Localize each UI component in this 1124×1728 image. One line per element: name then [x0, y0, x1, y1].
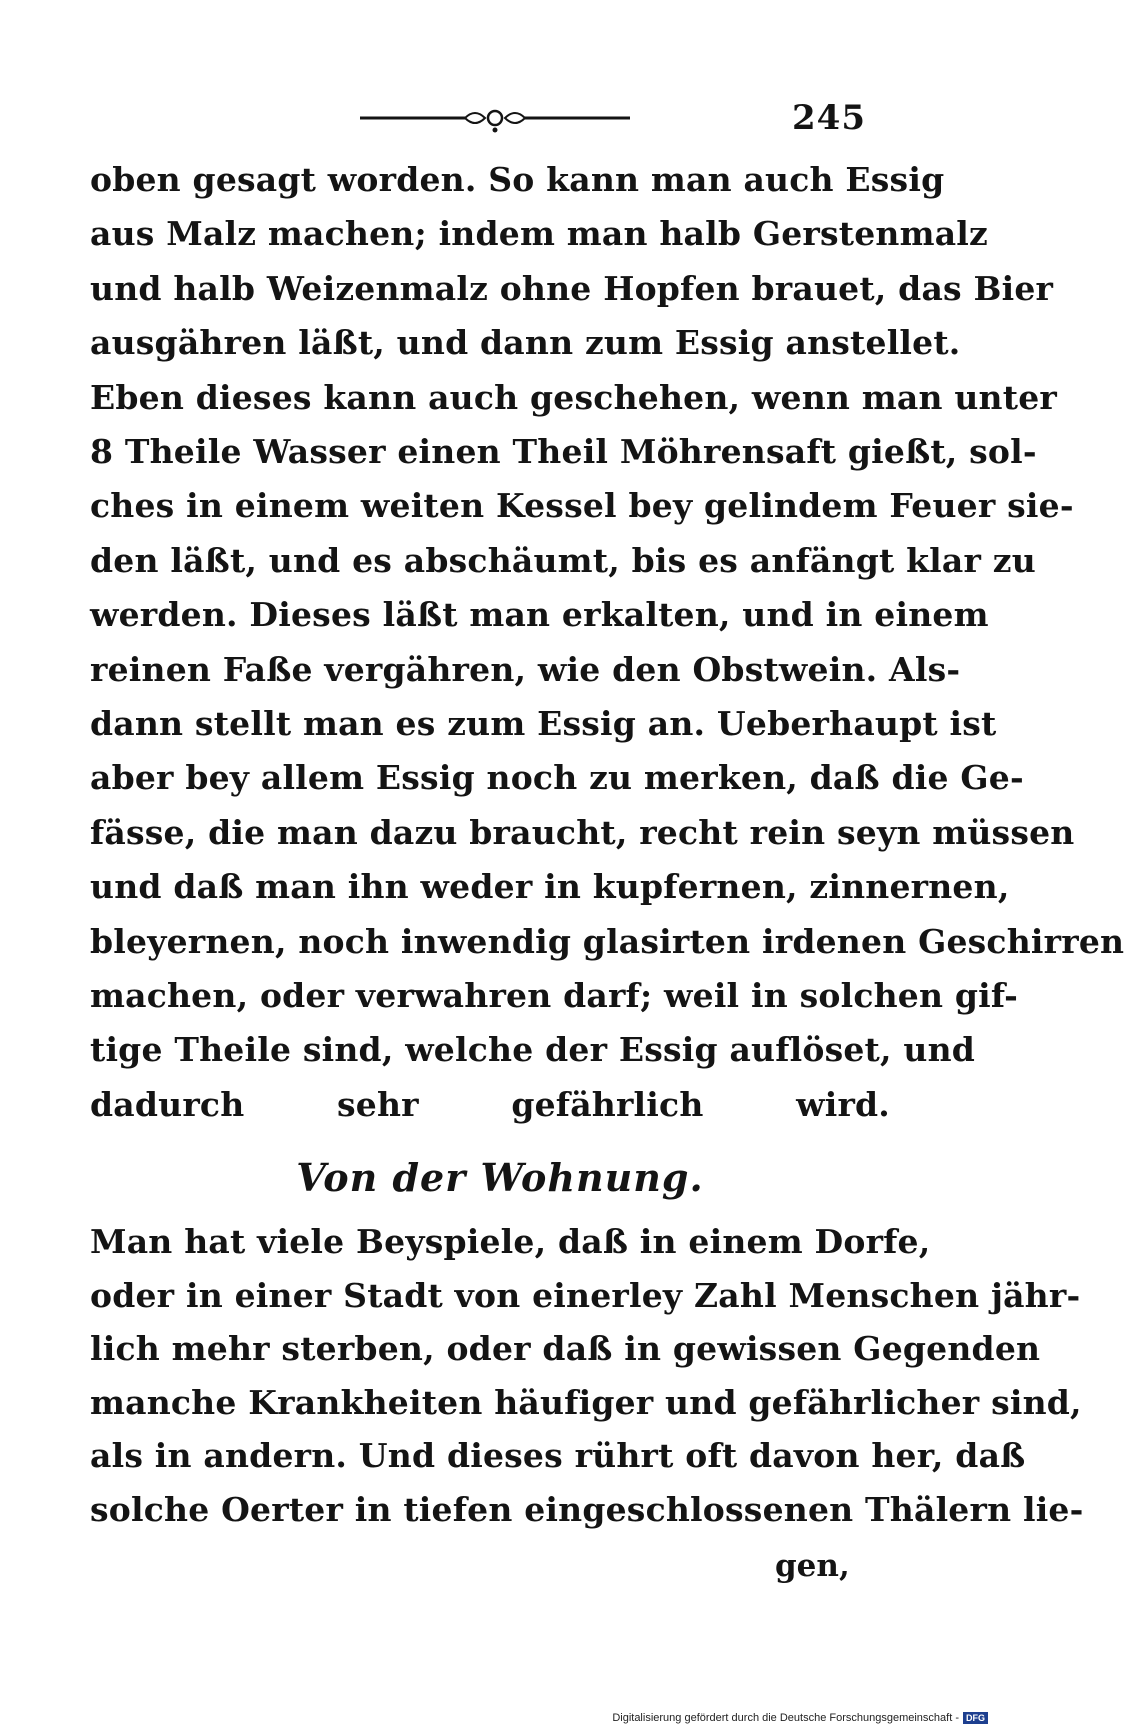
section-text-line: als in andern. Und dieses rührt oft davon her, daß	[90, 1436, 1026, 1475]
body-text-line: ausgähren läßt, und dann zum Essig anstellet.	[90, 323, 961, 363]
body-text-line: dadurch sehr gefährlich wird.	[90, 1084, 890, 1124]
digitization-footer	[612, 1712, 988, 1724]
body-text-line: den läßt, und es abschäumt, bis es anfängt klar zu	[90, 540, 1036, 580]
page-number: 245	[792, 98, 866, 138]
body-text-line: machen, oder verwahren darf; weil in solchen gif-	[90, 976, 1019, 1015]
body-text-line: bleyernen, noch inwendig glasirten irdenen Geschirren	[90, 921, 1124, 961]
footer-text: Digitalisierung gefördert durch die Deutsche Forschungsgemeinschaft -	[612, 1712, 959, 1724]
body-text-line: und daß man ihn weder in kupfernen, zinnernen,	[90, 867, 1010, 907]
catchword: gen,	[775, 1548, 850, 1584]
section-text-line: lich mehr sterben, oder daß in gewissen Gegenden	[90, 1329, 1041, 1368]
body-text-line: reinen Faße vergähren, wie den Obstwein. Als-	[90, 649, 961, 689]
section-text-line: solche Oerter in tiefen eingeschlossenen Thälern lie-	[90, 1489, 1084, 1529]
body-text-line: aber bey allem Essig noch zu merken, daß die Ge-	[90, 758, 1024, 798]
body-text-line: Eben dieses kann auch geschehen, wenn man unter	[90, 377, 1057, 417]
body-text-line: dann stellt man es zum Essig an. Ueberhaupt ist	[90, 704, 997, 743]
body-text-line: aus Malz machen; indem man halb Gerstenmalz	[90, 214, 988, 254]
ornament-rule-icon	[360, 98, 660, 138]
body-text-line: und halb Weizenmalz ohne Hopfen brauet, das Bier	[90, 268, 1054, 308]
body-text-line: 8 Theile Wasser einen Theil Möhrensaft gießt, sol-	[90, 432, 1037, 471]
body-text-line: fässe, die man dazu braucht, recht rein seyn müssen	[90, 812, 1075, 852]
body-text-line: ches in einem weiten Kessel bey gelindem Feuer sie-	[90, 486, 1074, 526]
body-text-line: werden. Dieses läßt man erkalten, und in einem	[90, 595, 989, 635]
section-heading: Von der Wohnung.	[296, 1155, 704, 1200]
dfg-logo: DFG	[963, 1712, 988, 1724]
body-text-line: oben gesagt worden. So kann man auch Essig	[90, 160, 945, 199]
section-text-line: oder in einer Stadt von einerley Zahl Menschen jähr-	[90, 1275, 1081, 1315]
page-header	[360, 98, 866, 148]
section-text-line: Man hat viele Beyspiele, daß in einem Dorfe,	[90, 1222, 931, 1261]
section-text-line: manche Krankheiten häufiger und gefährlicher sind,	[90, 1382, 1082, 1422]
body-text-line: tige Theile sind, welche der Essig auflöset, und	[90, 1030, 976, 1070]
